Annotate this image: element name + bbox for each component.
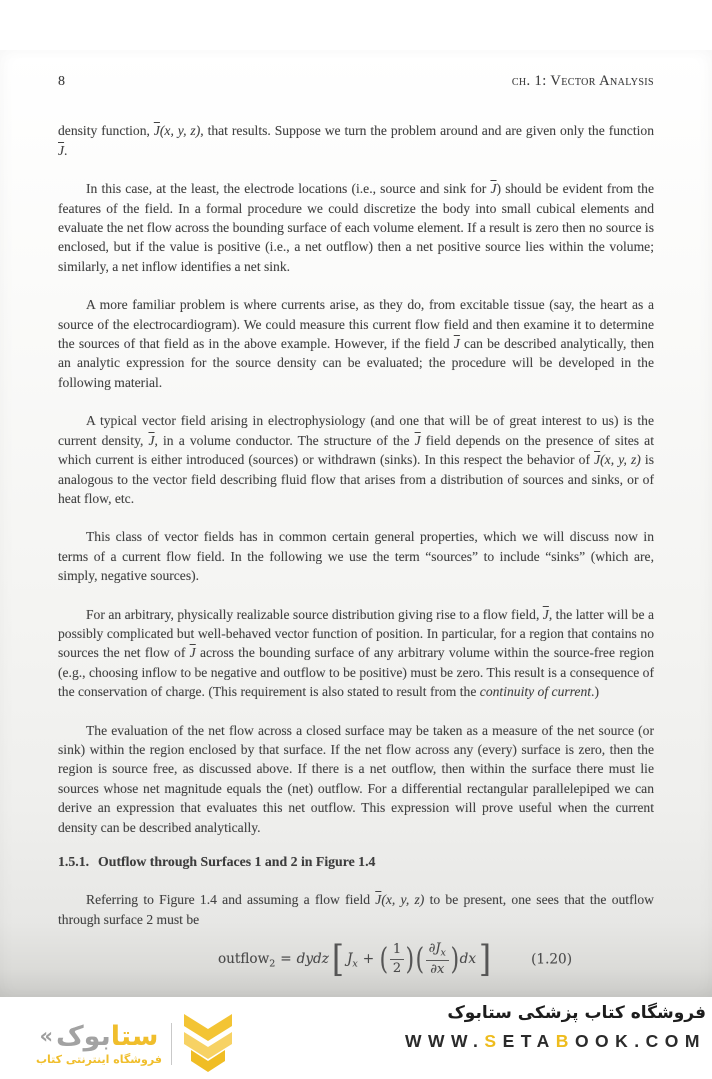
differentials: dydz — [296, 951, 329, 967]
section-title: Outflow through Surfaces 1 and 2 in Figure 1.4 — [98, 854, 376, 869]
scan-area — [0, 50, 712, 998]
page-number: 8 — [58, 74, 65, 89]
fraction-one-half: $\frac{1}{2}$ — [390, 942, 404, 976]
page-header — [58, 72, 654, 91]
right-paren: ) — [450, 941, 459, 977]
triple-chevron-logo-icon — [181, 1012, 235, 1076]
logo-wordmark-block — [36, 1020, 162, 1066]
fraction-partial-derivative: $\frac{\partial J_x}{\partial x}$ — [426, 941, 449, 978]
body-paragraph: This class of vector fields has in common certain general properties, which we will discuss now in terms of a current flow field. In the following we use the term “sources” to include “sinks” (which are, simply, negative sources). — [58, 529, 654, 584]
equation-lhs: outflow — [217, 951, 270, 967]
body-paragraph: density function, $\overline{J}(x$, y, z), that results. Suppose we turn the problem around and are given only the function $\overline{J}$. — [58, 123, 654, 158]
left-paren: ( — [379, 941, 389, 977]
body-paragraph: For an arbitrary, physically realizable source distribution giving rise to a flow field, $\overline{J}$, the latter will be a possibly complicated but well-behaved vector function of position. In particular, for a region that contains no sources the net flow of $\overline{J}$ across the bounding surface of any arbitrary volume within the source-free region (e.g., choosing inflow to be negative and outflow to be positive) must be zero. This result is a consequence of the conservation of charge. (This requirement is also stated to result from the continuity of current.) — [58, 606, 655, 700]
wordmark-gray-part: بوک — [56, 1020, 111, 1052]
left-bracket: [ — [331, 938, 344, 980]
setabook-footer-banner — [0, 997, 712, 1079]
logo-divider — [171, 1023, 173, 1065]
body-paragraph: Referring to Figure 1.4 and assuming a flow field $\overline{J}(x$, y, z) to be present, one sees that the outflow through surface 2 must be — [58, 892, 654, 927]
left-paren: ( — [415, 941, 424, 977]
equation-number: (1.20) — [531, 950, 572, 967]
body-paragraph: A typical vector field arising in electrophysiology (and one that will be of great interest to us) is the current density, $\overline{J}$, in a volume conductor. The structure of the $\overline{J}$ field depends on the presence of sites at which current is either introduced (sources) or withdrawn (sinks). In this respect the behavior of $\overline{J}(x$, y, z) is analogous to the vector field describing fluid flow that arises from a distribution of sources and sinks, or of heat flow, etc. — [58, 413, 654, 506]
equation-body — [217, 938, 494, 980]
section-number: 1.5.1. — [58, 854, 90, 869]
wordmark-gold-part: ستا — [110, 1020, 159, 1052]
logo-wordmark — [39, 1020, 159, 1052]
store-name-farsi: فروشگاه کتاب پزشکی ستابوک — [447, 1003, 706, 1023]
equation-1-20 — [58, 938, 654, 980]
section-heading — [58, 852, 654, 871]
right-paren: ) — [405, 941, 415, 977]
text-column — [0, 50, 712, 978]
guillemet-icon: « — [39, 1024, 54, 1048]
right-bracket: ] — [479, 938, 491, 980]
footer-right-block — [405, 1003, 706, 1052]
setabook-logo — [36, 1012, 235, 1076]
running-header: ch. 1: Vector Analysis — [511, 73, 654, 89]
body-paragraph: The evaluation of the net flow across a closed surface may be taken as a measure of the net source (or sink) within the region enclosed by that surface. If the net flow across any (every) surface is zero, then the region is source free, as discussed above. If there is a net outflow, then within the surface there must lie sources whose net magnitude equals the (net) outflow. For a differential rectangular parallelepiped we can derive an expression that evaluates this net outflow. This expression will prove useful when the current density can be described analytically. — [58, 722, 654, 835]
equals-sign: = — [280, 951, 292, 967]
logo-tagline: فروشگاه اینترنتی کتاب — [36, 1052, 162, 1066]
plus-sign: + — [362, 951, 375, 967]
term-dx: dx — [459, 951, 476, 967]
body-paragraph: In this case, at the least, the electrode locations (i.e., source and sink for $\overline{J}$) should be evident from the features of the field. In a formal procedure we could discretize the body into small cubical elements and evaluate the net flow across the bounding surface of each volume element. If a result is zero then no source is enclosed, but if the value is positive (i.e., a net outflow) then a net positive source lies within the volume; similarly, a net inflow identifies a net sink. — [58, 181, 655, 274]
body-paragraph: A more familiar problem is where currents arise, as they do, from excitable tissue (say, the heart as a source of the electrocardiogram). We could measure this current flow field and then examine it to determine the sources of that field as in the above example. However, if the field $\overline{J}$ can be described analytically, then an analytic expression for the source density can be evaluated; the procedure will be developed in the following material. — [58, 297, 654, 390]
equation-lhs-subscript: 2 — [269, 958, 276, 970]
site-url: WWW.SETABOOK.COM — [404, 1031, 706, 1051]
term-Jx: J — [346, 951, 353, 967]
term-Jx-subscript: x — [352, 958, 358, 970]
